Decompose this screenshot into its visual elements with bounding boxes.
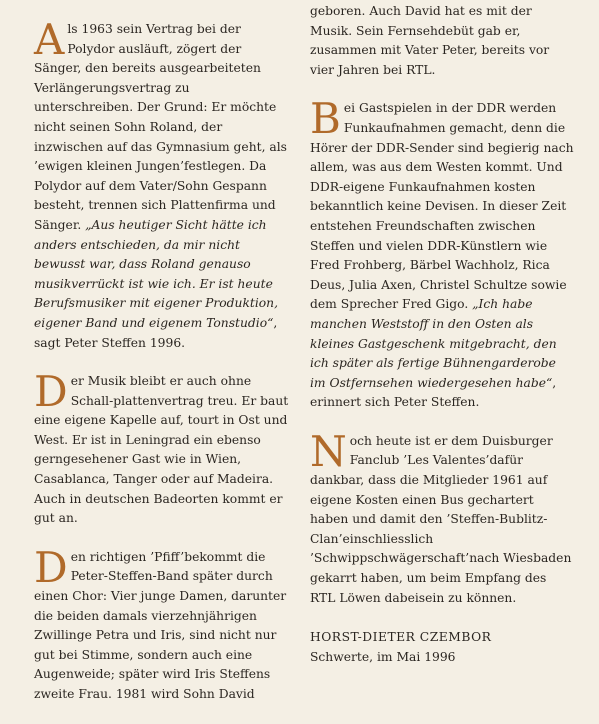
quote-text: „Aus heutiger Sicht hätte ich anders entschieden, da mir nicht bewusst war, dass Roland genauso musikverrückt ist wie ich. Er ist heute Berufsmusiker mit eigener Produktion, eigener Band und eigenem Tonstudio“ xyxy=(34,217,279,330)
paragraph-tail: , sagt Peter Steffen 1996. xyxy=(34,315,278,350)
quote-text: „Ich habe manchen Weststoff in den Osten als kleines Gastgeschenk mitgebracht, den ich später als fertige Bühnengarderobe im Ostfernsehen wiedergesehen habe“ xyxy=(310,297,557,390)
paragraph-text: ei Gastspielen in der DDR werden Funkaufnahmen gemacht, denn die Hörer der DDR-Sender sind begierig nach allem, was aus dem Westen kommt. Und DDR-eigene Funkaufnahmen kosten bekanntlich keine Devisen. In dieser Zeit entstehen Freundschaften zwischen Steffen und vielen DDR-Künstlern wie Fred Frohberg, Bärbel Wachholz, Rica Deus, Julia Axen, Christel Schultze sowie dem Sprecher Fred Gigo. xyxy=(310,101,574,312)
paragraph-4 xyxy=(310,94,574,413)
paragraph-2 xyxy=(34,367,292,529)
paragraph-1 xyxy=(34,15,292,353)
drop-cap: D xyxy=(34,367,68,417)
paragraph-text: er Musik bleibt er auch ohne Schall-plattenvertrag treu. Er baut eine eigene Kapelle auf, tourt in Ost und West. Er ist in Leningrad ein ebenso gerngesehener Gast wie in Wien, Casablanca, Tanger oder auf Madeira. Auch in deutschen Badeorten kommt er gut an. xyxy=(34,374,289,526)
paragraph-3 xyxy=(34,542,292,705)
paragraph-tail: , erinnert sich Peter Steffen. xyxy=(310,375,557,410)
paragraph-continued: geboren. Auch David hat es mit der Musik. Sein Fernsehdebüt gab er, zusammen mit Vater Peter, bereits vor vier Jahren bei RTL. xyxy=(310,4,550,77)
paragraph-text: en richtigen ’Pfiff’bekommt die Peter-Steffen-Band später durch einen Chor: Vier junge Damen, darunter die beiden damals vierzehnjährigen Zwillinge Petra und Iris, sind nicht nur gut bei Stimme, sondern auch eine Augenweide; später wird Iris Steffens zweite Frau. 1981 wird Sohn David xyxy=(34,549,287,701)
drop-cap: A xyxy=(34,15,65,64)
drop-cap: N xyxy=(310,426,347,476)
drop-cap: D xyxy=(34,542,68,592)
place-date: Schwerte, im Mai 1996 xyxy=(310,649,456,664)
left-column xyxy=(34,15,292,724)
drop-cap: B xyxy=(310,94,341,144)
paragraph-text: och heute ist er dem Duisburger Fanclub ’Les Valentes’dafür dankbar, dass die Mitglieder 1961 auf eigene Kosten einen Bus gechartert haben und damit den ’Steffen-Bublitz-Clan’einschliesslich ’Schwippschwägerschaft’nach Wiesbaden gekarrt haben, um beim Empfang des RTL Löwen dabeisein zu können. xyxy=(310,433,572,605)
right-column xyxy=(310,2,574,667)
paragraph-text: ls 1963 sein Vertrag bei der Polydor ausläuft, zögert der Sänger, den bereits ausgearbeiteten Verlängerungsvertrag zu unterschreiben. Der Grund: Er möchte nicht seinen Sohn Roland, der inzwischen auf das Gymnasium geht, als ’ewigen kleinen Jungen’festlegen. Da Polydor auf dem Vater/Sohn Gespann besteht, trennen sich Plattenfirma und Sänger. xyxy=(34,22,287,232)
author-name: HORST-DIETER CZEMBOR xyxy=(310,630,492,645)
paragraph-5 xyxy=(310,426,574,608)
